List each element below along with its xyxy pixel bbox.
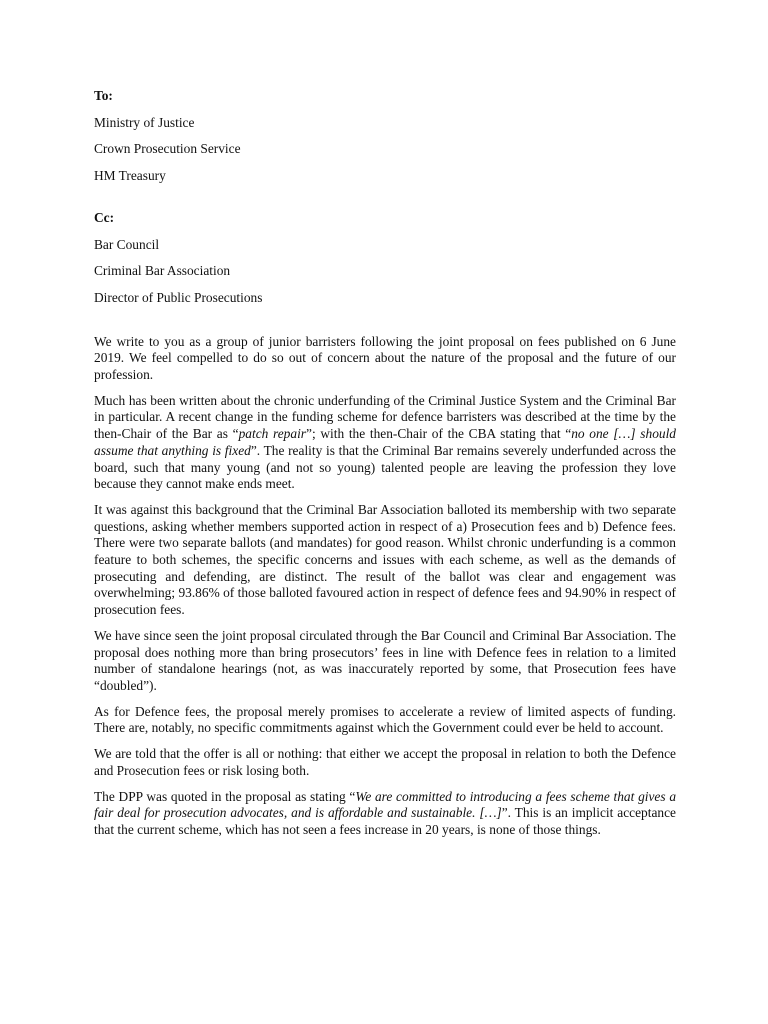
cc-dpp: Director of Public Prosecutions bbox=[94, 289, 263, 305]
paragraph-defence-fees: As for Defence fees, the proposal merely promises to accelerate a review of limited aspects of funding. There are, notably, no specific commitments against which the Government could ever be held to account. bbox=[94, 703, 676, 736]
to-label: To: bbox=[94, 88, 113, 103]
letter-body bbox=[94, 88, 676, 848]
cc-label: Cc: bbox=[94, 209, 115, 225]
paragraph-dpp-quote: The DPP was quoted in the proposal as stating “We are committed to introducing a fees scheme that gives a fair deal for prosecution advocates, and is affordable and sustainable. […]”. This is an implicit acceptance that the current scheme, which has not seen a fees increase in 20 years, is none of those things. bbox=[94, 788, 677, 837]
paragraph-ballot: It was against this background that the Criminal Bar Association balloted its membership with two separate questions, asking whether members supported action in respect of a) Prosecution fees and b) Defence fees. There were two separate ballots (and mandates) for good reason. Whilst chronic underfunding is a common feature to both schemes, the specific concerns and issues with each scheme, as well as the demands of prosecuting and defending, are distinct. The result of the ballot was clear and engagement was overwhelming; 93.86% of those balloted favoured action in respect of defence fees and 94.90% in respect of prosecution fees. bbox=[94, 501, 676, 618]
paragraph-joint-proposal: We have since seen the joint proposal circulated through the Bar Council and Criminal Bar Association. The proposal does nothing more than bring prosecutors’ fees in line with Defence fees in relation to a limited number of standalone hearings (not, as was inaccurately reported by some, that Prosecution fees have “doubled”). bbox=[94, 627, 676, 693]
quote-dpp: We are committed to introducing a fees scheme that gives a fair deal for prosecution advocates, and is affordable and sustainable. […] bbox=[94, 788, 677, 821]
recipient-cps: Crown Prosecution Service bbox=[94, 141, 241, 157]
quote-nothing-fixed: no one […] should assume that anything is fixed bbox=[94, 426, 676, 458]
paragraph-underfunding: Much has been written about the chronic underfunding of the Criminal Justice System and the Criminal Bar in particular. A recent change in the funding scheme for defence barristers was described at the time by the then-Chair of the Bar as “patch repair”; with the then-Chair of the CBA stating that “no one […] should assume that anything is fixed”. The reality is that the Criminal Bar remains severely underfunded across the board, such that many young (and not so young) talented people are leaving the profession they love because they cannot make ends meet. bbox=[94, 392, 677, 492]
quote-patch-repair: patch repair bbox=[238, 426, 306, 442]
recipient-ministry-of-justice: Ministry of Justice bbox=[94, 114, 195, 130]
cc-bar-council: Bar Council bbox=[94, 236, 160, 252]
paragraph-intro: We write to you as a group of junior barristers following the joint proposal on fees published on 6 June 2019. We feel compelled to do so out of concern about the nature of the proposal and the future of our profession. bbox=[94, 333, 676, 383]
recipient-hm-treasury: HM Treasury bbox=[94, 168, 166, 184]
paragraph-all-or-nothing: We are told that the offer is all or nothing: that either we accept the proposal in relation to both the Defence and Prosecution fees or risk losing both. bbox=[94, 746, 676, 778]
cc-criminal-bar-association: Criminal Bar Association bbox=[94, 263, 231, 279]
